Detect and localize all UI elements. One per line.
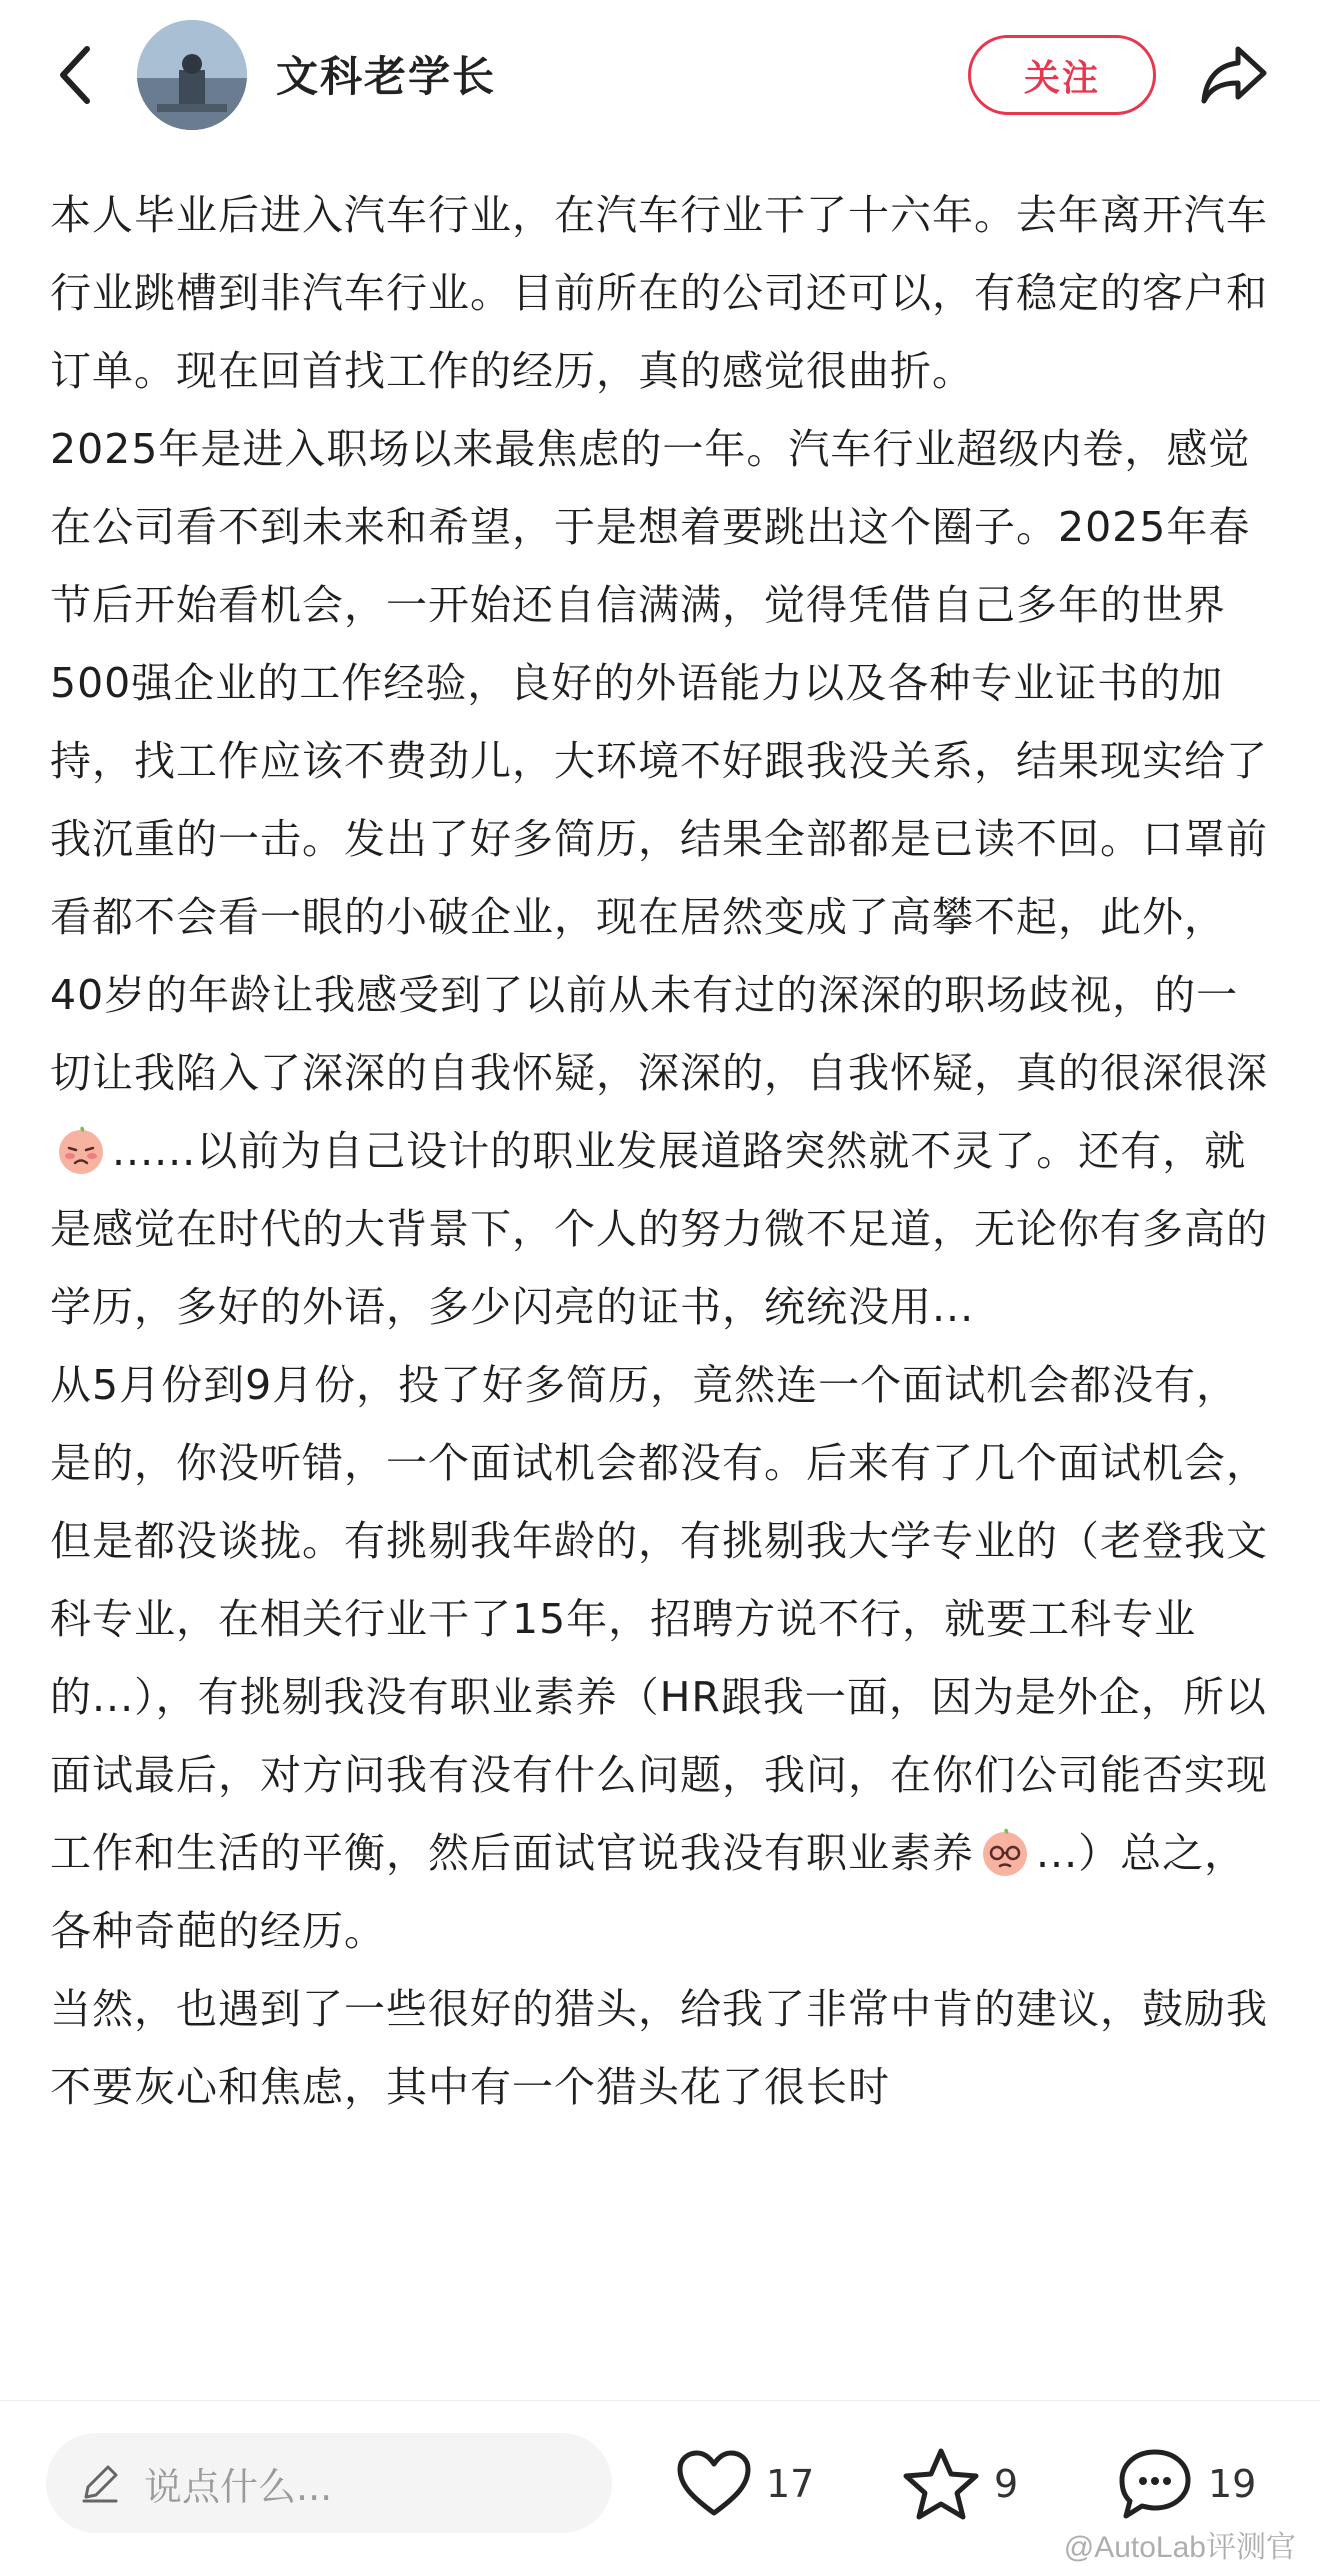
share-button[interactable] <box>1192 33 1276 117</box>
comment-count: 19 <box>1208 2462 1257 2506</box>
pen-icon <box>78 2461 122 2505</box>
back-button[interactable] <box>40 30 110 120</box>
heart-icon <box>676 2449 752 2519</box>
favorite-count: 9 <box>994 2462 1019 2506</box>
comment-bubble-icon <box>1116 2446 1194 2522</box>
avatar-image <box>137 20 247 130</box>
share-arrow-icon <box>1198 43 1270 107</box>
post-paragraph: 当然，也遇到了一些很好的猎头，给我了非常中肯的建议，鼓励我不要灰心和焦虑，其中有一个猎头花了很长时 <box>50 1985 1268 2111</box>
post-header <box>0 0 1320 150</box>
like-button[interactable] <box>676 2441 814 2527</box>
comments-button[interactable] <box>1116 2441 1256 2527</box>
post-paragraph: 本人毕业后进入汽车行业，在汽车行业干了十六年。去年离开汽车行业跳槽到非汽车行业。目前所在的公司还可以，有稳定的客户和订单。现在回首找工作的经历，真的感觉很曲折。 <box>50 191 1268 395</box>
crying-peach-emoji-icon <box>54 1123 108 1177</box>
post-text: ......以前为自己设计的职业发展道路突然就不灵了。还有，就是感觉在时代的大背景下，个人的努力微不足道，无论你有多高的学历，多好的外语，多少闪亮的证书，统统没用... <box>50 1127 1268 1331</box>
author-avatar[interactable] <box>137 20 247 130</box>
author-name[interactable]: 文科老学长 <box>276 52 497 101</box>
watermark: @AutoLab评测官 <box>1063 2531 1296 2564</box>
post-paragraph <box>50 1346 1272 1970</box>
favorite-button[interactable] <box>902 2441 1018 2527</box>
post-text: 2025年是进入职场以来最焦虑的一年。汽车行业超级内卷，感觉在公司看不到未来和希望，于是想着要跳出这个圈子。2025年春节后开始看机会，一开始还自信满满，觉得凭借自己多年的世界500强企业的工作经验，良好的外语能力以及各种专业证书的加持，找工作应该不费劲儿，大环境不好跟我没关系，结果现实给了我沉重的一击。发出了好多简历，结果全部都是已读不回。口罩前看都不会看一眼的小破企业，现在居然变成了高攀不起，此外，40岁的年龄让我感受到了以前从未有过的深深的职场歧视，的一切让我陷入了深深的自我怀疑，深深的，自我怀疑，真的很深很深 <box>50 425 1268 1097</box>
like-count: 17 <box>766 2462 815 2506</box>
thinking-peach-emoji-icon <box>978 1825 1032 1879</box>
post-paragraph <box>50 410 1272 1346</box>
post-content <box>50 176 1272 2400</box>
post-text: ...）总之，各种奇葩的经历。 <box>50 1829 1247 1955</box>
chevron-left-icon <box>55 43 95 107</box>
post-text: 从5月份到9月份，投了好多简历，竟然连一个面试机会都没有，是的，你没听错，一个面试机会都没有。后来有了几个面试机会，但是都没谈拢。有挑剔我年龄的，有挑剔我大学专业的（老登我文科专业，在相关行业干了15年，招聘方说不行，就要工科专业的...），有挑剔我没有职业素养（HR跟我一面，因为是外企，所以面试最后，对方问我有没有什么问题，我问，在你们公司能否实现工作和生活的平衡，然后面试官说我没有职业素养 <box>50 1361 1268 1877</box>
follow-button[interactable]: 关注 <box>968 35 1156 115</box>
comment-input[interactable] <box>46 2433 612 2533</box>
star-icon <box>902 2446 980 2522</box>
comment-placeholder: 说点什么... <box>144 2464 333 2509</box>
